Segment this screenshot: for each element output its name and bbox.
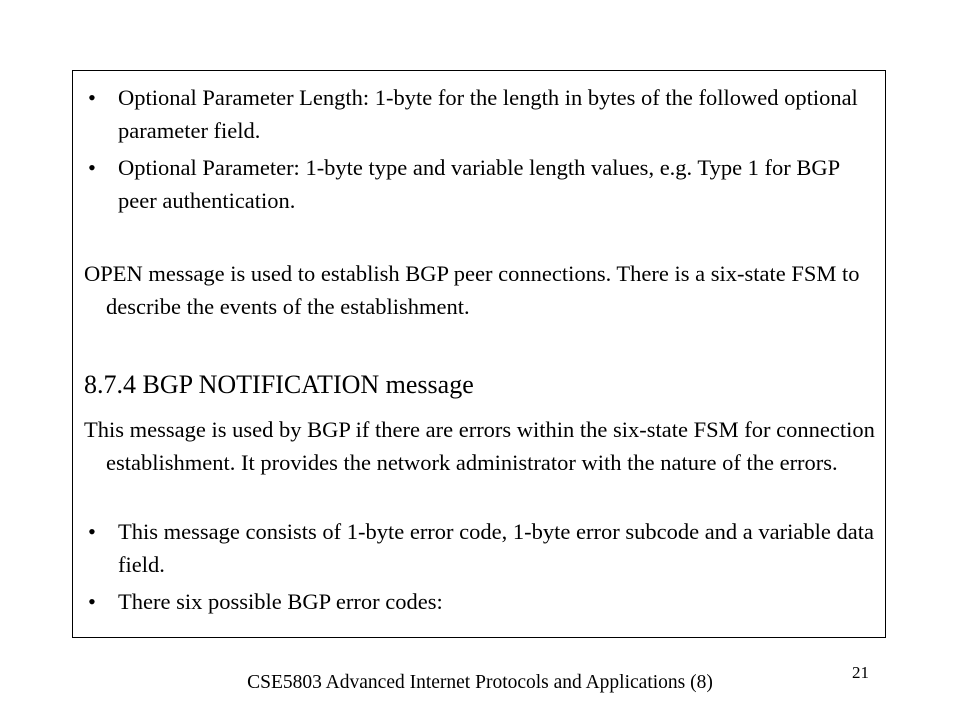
bullet-optional-parameter-length	[84, 81, 875, 147]
bullet-error-codes	[84, 585, 875, 618]
page-number: 21	[852, 663, 869, 682]
bullet-text: There six possible BGP error codes:	[118, 589, 443, 614]
bullet-text: Optional Parameter Length: 1-byte for the length in bytes of the followed optional parameter field.	[118, 85, 858, 143]
bullet-marker: •	[88, 155, 96, 180]
bullet-message-consists	[84, 515, 875, 581]
content-box	[72, 70, 886, 638]
section-heading: 8.7.4 BGP NOTIFICATION message	[84, 370, 474, 399]
bullet-marker: •	[88, 519, 96, 544]
bullet-marker: •	[88, 85, 96, 110]
bullet-text: This message consists of 1-byte error code, 1-byte error subcode and a variable data field.	[118, 519, 874, 577]
bullet-text: Optional Parameter: 1-byte type and variable length values, e.g. Type 1 for BGP peer authentication.	[118, 155, 840, 213]
bullet-optional-parameter	[84, 151, 875, 217]
footer-course-title: CSE5803 Advanced Internet Protocols and Applications (8)	[247, 672, 713, 693]
notification-paragraph: This message is used by BGP if there are errors within the six-state FSM for connection establishment. It provides the network administrator with the nature of the errors.	[84, 417, 875, 475]
open-message-paragraph: OPEN message is used to establish BGP peer connections. There is a six-state FSM to describe the events of the establishment.	[84, 261, 860, 319]
bullet-marker: •	[88, 589, 96, 614]
